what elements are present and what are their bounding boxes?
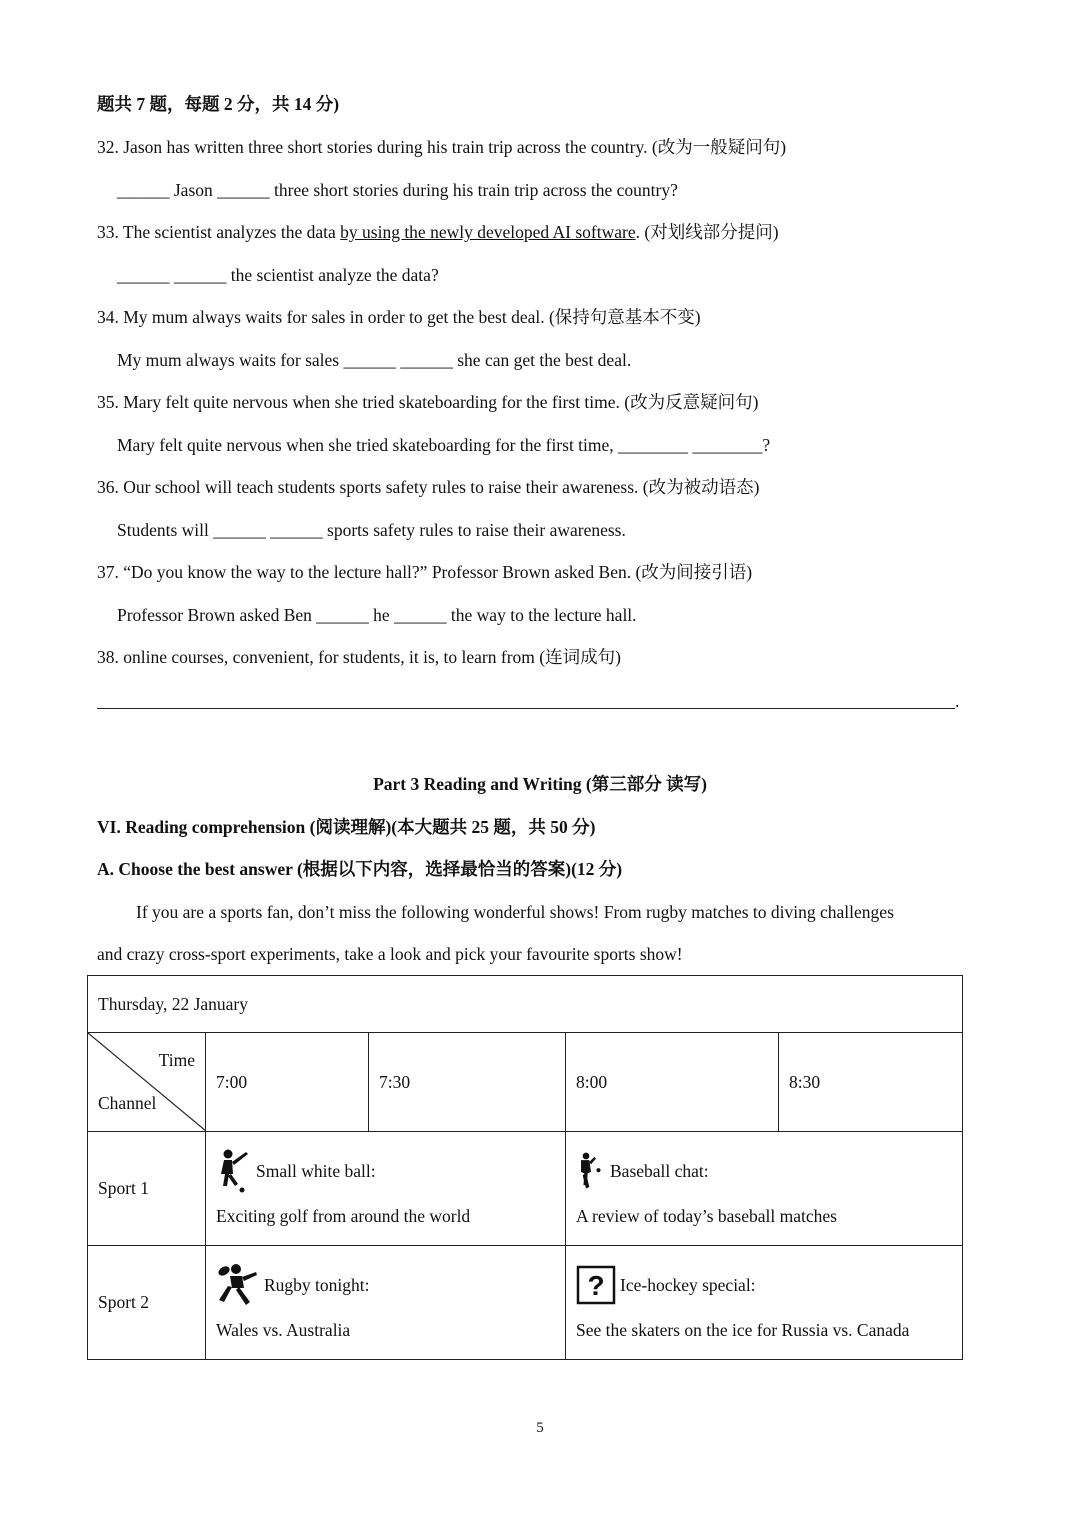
question-38-answer-line xyxy=(97,708,955,709)
section-title: VI. Reading comprehension (阅读理解)(本大题共 25 题，共 50 分) xyxy=(97,817,596,837)
time-slot-730: 7:30 xyxy=(369,1033,566,1132)
show-title: Baseball chat: xyxy=(610,1160,709,1181)
show-ice-hockey-special xyxy=(566,1246,963,1360)
question-38-prompt: 38. online courses, convenient, for students, it is, to learn from (连词成句) xyxy=(97,647,621,667)
question-32-answer: ______ Jason ______ three short stories during his train trip across the country? xyxy=(117,180,678,200)
tv-schedule-table xyxy=(87,975,963,1360)
page-number: 5 xyxy=(536,1420,544,1436)
schedule-date: Thursday, 22 January xyxy=(88,976,963,1033)
part-title: Part 3 Reading and Writing (第三部分 读写) xyxy=(373,774,707,794)
question-box-icon xyxy=(576,1265,616,1305)
question-37-answer: Professor Brown asked Ben ______ he ______ the way to the lecture hall. xyxy=(117,605,637,625)
show-rugby-tonight xyxy=(206,1246,566,1360)
question-33-prompt-end: . (对划线部分提问) xyxy=(635,222,779,242)
subsection-title: A. Choose the best answer (根据以下内容，选择最恰当的答案)(12 分) xyxy=(97,859,623,879)
question-33-underlined-part: by using the newly developed AI software xyxy=(340,222,636,242)
question-36-prompt: 36. Our school will teach students sports safety rules to raise their awareness. (改为被动语态) xyxy=(97,477,760,497)
corner-channel-label: Channel xyxy=(98,1093,157,1113)
question-34-prompt: 34. My mum always waits for sales in order to get the best deal. (保持句意基本不变) xyxy=(97,307,701,327)
intro-paragraph-line-2: and crazy cross-sport experiments, take a look and pick your favourite sports show! xyxy=(97,944,683,964)
golf-icon xyxy=(216,1148,252,1194)
question-37-prompt: 37. “Do you know the way to the lecture hall?” Professor Brown asked Ben. (改为间接引语) xyxy=(97,562,753,582)
question-33-prompt xyxy=(97,221,779,243)
time-slot-830: 8:30 xyxy=(779,1033,963,1132)
show-title: Rugby tonight: xyxy=(264,1274,370,1295)
show-description: Wales vs. Australia xyxy=(216,1320,351,1340)
question-38-answer-period: . xyxy=(955,691,960,711)
show-description: Exciting golf from around the world xyxy=(216,1206,471,1226)
svg-text:?: ? xyxy=(587,1270,605,1301)
time-slot-700: 7:00 xyxy=(206,1033,369,1132)
question-33-answer: ______ ______ the scientist analyze the data? xyxy=(117,265,439,285)
show-description: See the skaters on the ice for Russia vs. Canada xyxy=(576,1320,910,1340)
show-small-white-ball xyxy=(206,1132,566,1246)
question-35-answer: Mary felt quite nervous when she tried skateboarding for the first time, ________ ________? xyxy=(117,435,771,455)
show-baseball-chat xyxy=(566,1132,963,1246)
question-36-answer: Students will ______ ______ sports safety rules to raise their awareness. xyxy=(117,520,626,540)
show-title: Small white ball: xyxy=(256,1160,376,1181)
section-header-fragment: 题共 7 题，每题 2 分，共 14 分) xyxy=(97,94,340,114)
channel-sport-2: Sport 2 xyxy=(88,1246,206,1360)
time-slot-800: 8:00 xyxy=(566,1033,779,1132)
corner-diagonal-line xyxy=(88,1033,206,1131)
question-34-answer: My mum always waits for sales ______ ______ she can get the best deal. xyxy=(117,350,632,370)
channel-sport-1: Sport 1 xyxy=(88,1132,206,1246)
question-35-prompt: 35. Mary felt quite nervous when she tried skateboarding for the first time. (改为反意疑问句) xyxy=(97,392,759,412)
show-description: A review of today’s baseball matches xyxy=(576,1206,837,1226)
baseball-icon xyxy=(576,1148,606,1194)
show-title: Ice-hockey special: xyxy=(620,1274,756,1295)
question-33-prompt-start: 33. The scientist analyzes the data xyxy=(97,222,341,242)
question-32-prompt: 32. Jason has written three short stories during his train trip across the country. (改为一般疑问句) xyxy=(97,137,787,157)
schedule-corner-cell xyxy=(88,1033,206,1132)
rugby-icon xyxy=(216,1262,260,1308)
intro-paragraph-line-1: If you are a sports fan, don’t miss the following wonderful shows! From rugby matches to diving challenges xyxy=(136,902,894,922)
corner-time-label: Time xyxy=(158,1050,195,1070)
